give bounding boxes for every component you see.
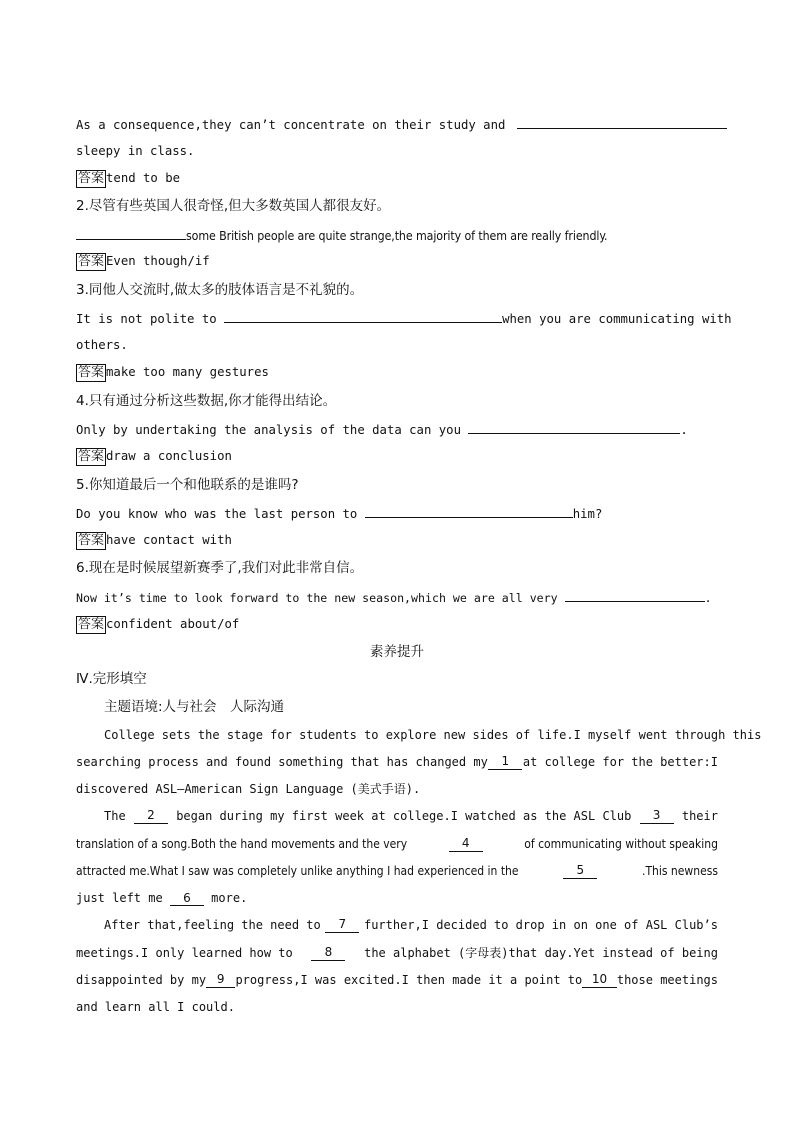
- passage-text: began during my first week at college.I watched as the ASL Club: [176, 809, 632, 823]
- passage-line: [76, 754, 718, 770]
- q4-sentence-text: Only by undertaking the analysis of the data can you: [76, 423, 461, 437]
- q3-answer-text: make too many gestures: [106, 365, 269, 379]
- passage-text: just left me: [76, 891, 163, 905]
- passage-text: of communicating without speaking: [524, 837, 718, 851]
- q2-sentence-text: some British people are quite strange,the majority of them are really friendly.: [186, 229, 608, 243]
- passage-line: [104, 917, 718, 933]
- q6-answer-text: confident about/of: [106, 617, 240, 631]
- blank-4[interactable]: 4: [449, 836, 483, 852]
- blank-5[interactable]: 5: [563, 863, 597, 879]
- passage-line: [104, 808, 718, 824]
- q5-prompt: 5.你知道最后一个和他联系的是谁吗?: [76, 477, 299, 493]
- q2-answer-line: [76, 253, 718, 271]
- passage-line: and learn all I could.: [76, 1000, 235, 1014]
- q5-answer-text: have contact with: [106, 533, 232, 547]
- q1-answer-line: [76, 170, 718, 188]
- passage-text: at college for the better:I: [522, 755, 718, 769]
- q4-answer-line: [76, 448, 718, 466]
- q4-answer-text: draw a conclusion: [106, 449, 232, 463]
- passage-line: [76, 836, 718, 852]
- blank-6[interactable]: 6: [170, 891, 204, 906]
- q1-sentence-text: As a consequence,they can’t concentrate on their study and: [76, 118, 506, 132]
- answer-label-box: 答案: [78, 617, 105, 632]
- q2-prompt: 2.尽管有些英国人很奇怪,但大多数英国人都很友好。: [76, 198, 391, 214]
- blank-9[interactable]: 9: [206, 972, 235, 988]
- q6-answer-line: [76, 616, 718, 634]
- answer-label-box: 答案: [78, 533, 105, 548]
- answer-label-box: 答案: [78, 449, 105, 464]
- q5-answer-line: [76, 532, 718, 550]
- q1-sentence-line-2: sleepy in class.: [76, 144, 195, 158]
- blank-3[interactable]: 3: [640, 808, 674, 824]
- passage-line: discovered ASL—American Sign Language (美式手语).: [76, 782, 421, 796]
- passage-text: translation of a song.Both the hand movements and the very: [76, 837, 408, 851]
- q3-sentence-text-b: when you are communicating with: [502, 312, 732, 326]
- theme-line: 主题语境:人与社会 人际沟通: [104, 699, 285, 715]
- section-title: 素养提升: [370, 644, 424, 660]
- q4-sentence-end: .: [680, 423, 688, 437]
- answer-label-box: 答案: [78, 254, 105, 269]
- q4-sentence-line: [76, 421, 718, 438]
- passage-line: [76, 890, 718, 906]
- q4-answer-blank[interactable]: [468, 421, 680, 434]
- passage-line: [76, 972, 718, 988]
- q3-prompt: 3.同他人交流时,做太多的肢体语言是不礼貌的。: [76, 282, 364, 298]
- passage-text: The: [104, 809, 126, 823]
- blank-1[interactable]: 1: [488, 754, 522, 770]
- q5-answer-blank[interactable]: [365, 505, 573, 518]
- blank-2[interactable]: 2: [134, 808, 168, 824]
- q3-answer-blank[interactable]: [224, 310, 502, 323]
- q1-answer-blank[interactable]: [517, 116, 727, 129]
- blank-8[interactable]: 8: [311, 945, 345, 961]
- q6-sentence-end: .: [704, 591, 712, 605]
- q6-sentence-text: Now it’s time to look forward to the new season,which we are all very: [76, 591, 558, 605]
- q6-sentence-line: [76, 589, 718, 606]
- passage-text: attracted me.What I saw was completely unlike anything I had experienced in the: [76, 864, 519, 878]
- answer-label-box: 答案: [78, 171, 105, 186]
- q2-answer-blank[interactable]: [76, 227, 186, 240]
- blank-7[interactable]: 7: [325, 917, 359, 933]
- passage-text: disappointed by my: [76, 973, 207, 987]
- q1-sentence-line: [76, 116, 718, 133]
- q3-sentence-line: [76, 310, 732, 327]
- passage-text: more.: [211, 891, 248, 905]
- blank-10[interactable]: 10: [582, 972, 617, 988]
- q3-answer-line: [76, 364, 718, 382]
- q2-answer-text: Even though/if: [106, 254, 210, 268]
- passage-text: .This newness: [642, 864, 718, 878]
- part-title: Ⅳ.完形填空: [76, 671, 147, 687]
- q5-sentence-end: him?: [572, 507, 603, 521]
- q5-sentence-line: [76, 505, 718, 522]
- passage-line: [76, 945, 718, 961]
- q3-sentence-line-2: others.: [76, 338, 128, 352]
- passage-text: meetings.I only learned how to: [76, 946, 293, 960]
- passage-text: those meetings: [616, 973, 718, 987]
- passage-text: After that,feeling the need to: [104, 918, 321, 932]
- passage-text: further,I decided to drop in on one of ASL Club’s: [363, 918, 718, 932]
- q4-prompt: 4.只有通过分析这些数据,你才能得出结论。: [76, 393, 337, 409]
- passage-line: College sets the stage for students to explore new sides of life.I myself went through this: [104, 728, 762, 742]
- passage-line: [76, 863, 718, 879]
- q6-prompt: 6.现在是时候展望新赛季了,我们对此非常自信。: [76, 560, 364, 576]
- q5-sentence-text: Do you know who was the last person to: [76, 507, 358, 521]
- passage-text: searching process and found something that has changed my: [76, 755, 488, 769]
- q6-answer-blank[interactable]: [565, 589, 705, 602]
- passage-text: progress,I was excited.I then made it a point to: [235, 973, 583, 987]
- passage-text: their: [681, 809, 718, 823]
- q2-sentence-line: [76, 227, 718, 244]
- q1-answer-text: tend to be: [106, 171, 181, 185]
- passage-text: the alphabet (字母表)that day.Yet instead of being: [364, 946, 718, 960]
- q3-sentence-text-a: It is not polite to: [76, 312, 217, 326]
- answer-label-box: 答案: [78, 365, 105, 380]
